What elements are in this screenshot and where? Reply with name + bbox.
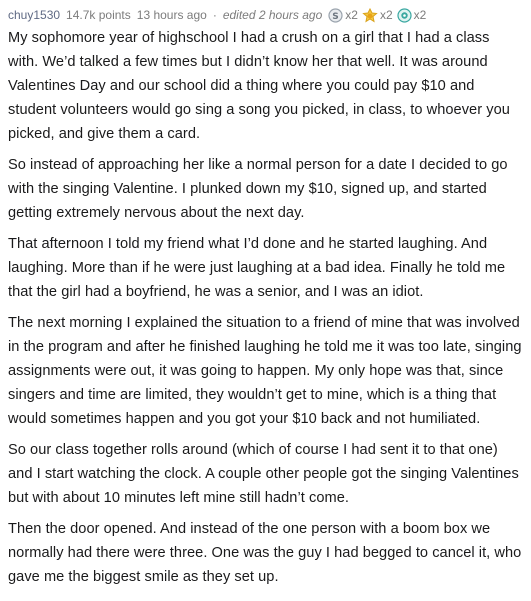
award-silver[interactable] — [328, 8, 358, 23]
award-count: x2 — [413, 8, 427, 22]
award-count: x2 — [345, 8, 358, 22]
paragraph: Then the door opened. And instead of the one person with a boom box we normally had there were three. One was the guy I had begged to cancel it, who gave me the biggest smile as they set up. — [8, 521, 522, 585]
timestamp: 13 hours ago — [136, 8, 207, 22]
paragraph: So instead of approaching her like a normal person for a date I decided to go with the singing Valentine. I plunked down my $10, signed up, and started getting extremely nervous about the next day. — [8, 157, 508, 221]
award-platinum[interactable] — [397, 8, 427, 23]
edited-timestamp: edited 2 hours ago — [222, 8, 323, 22]
comment-meta — [8, 4, 523, 26]
separator: · — [212, 8, 217, 22]
paragraph: So our class together rolls around (which of course I had sent it to that one) and I start watching the clock. A couple other people got the singing Valentines but with about 10 minutes left mine still hadn’t come. — [8, 442, 519, 506]
author-link[interactable]: chuy1530 — [8, 8, 61, 22]
comment-body — [8, 26, 523, 589]
paragraph: The next morning I explained the situation to a friend of mine that was involved in the program and after he finished laughing he told me it was too late, singing assignments were out, it was going to happen. My only hope was that, since singers and time are limited, they wouldn’t get to mine, which is a thing that would sometimes happen and you got your $10 back and not humiliated. — [8, 315, 522, 427]
award-gold[interactable] — [362, 8, 393, 23]
gold-award-icon — [362, 8, 380, 23]
paragraph: My sophomore year of highschool I had a crush on a girl that I had a class with. We’d talked a few times but I didn’t know her that well. It was around Valentines Day and our school did a thing where you could pay $10 and student volunteers would go sing a song you picked, in class, to whoever you picked, and give them a card. — [8, 30, 510, 142]
paragraph: That afternoon I told my friend what I’d done and he started laughing. And laughing. More than if he were just laughing at a bad idea. Finally he told me that the girl had a boyfriend, he was a senior, and I was an idiot. — [8, 236, 506, 300]
award-count: x2 — [379, 8, 393, 22]
svg-text:S: S — [332, 11, 339, 22]
platinum-award-icon — [397, 8, 414, 23]
score: 14.7k points — [66, 8, 131, 22]
silver-award-icon — [328, 8, 345, 23]
